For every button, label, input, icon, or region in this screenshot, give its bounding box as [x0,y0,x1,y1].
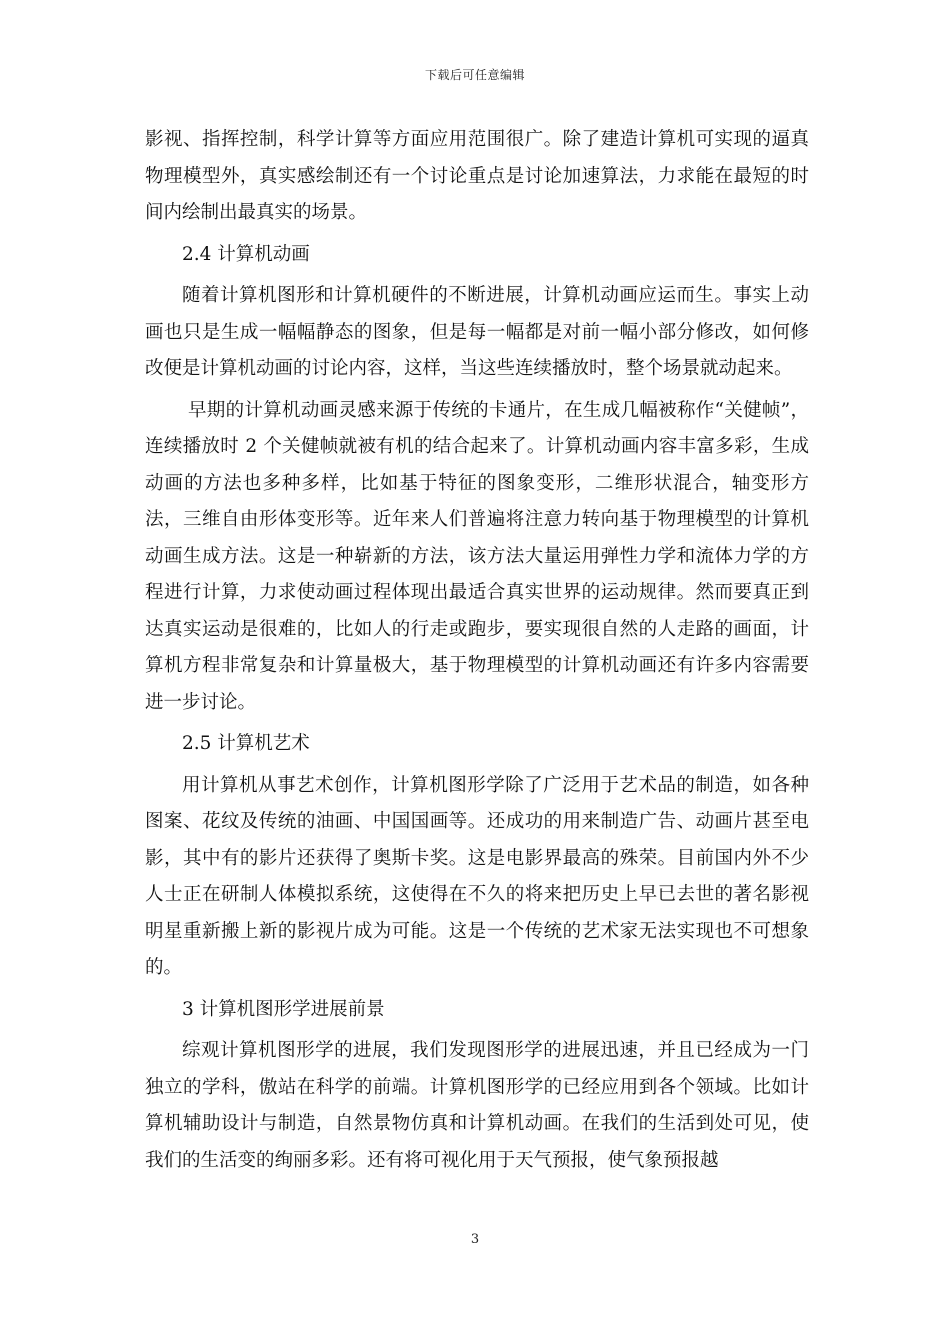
section-heading-2-5: 2.5 计算机艺术 [182,733,310,754]
page-number: 3 [470,1232,480,1247]
document-body [145,122,809,1184]
section-heading-3: 3 计算机图形学进展前景 [182,998,385,1020]
page-header: 下载后可任意编辑 [424,68,525,82]
section-heading-2-4: 2.4 计算机动画 [182,243,310,265]
paragraph-animation-intro: 随着计算机图形和计算机硬件的不断进展，计算机动画应运而生。事实上动画也只是生成一幅幅静态的图象，但是每一幅都是对前一幅小部分修改，如何修改便是计算机动画的讨论内容，这样，当这些连续播放时，整个场景就动起来。 [145,285,809,379]
paragraph-prospects: 综观计算机图形学的进展，我们发现图形学的进展迅速，并且已经成为一门独立的学科，傲站在科学的前端。计算机图形学的已经应用到各个领域。比如计算机辅助设计与制造，自然景物仿真和计算机动画。在我们的生活到处可见，使我们的生活变的绚丽多彩。还有将可视化用于天气预报，使气象预报越 [145,1040,809,1171]
paragraph-animation-history: 早期的计算机动画灵感来源于传统的卡通片，在生成几幅被称作“关健帧”，连续播放时 2 个关健帧就被有机的结合起来了。计算机动画内容丰富多彩，生成动画的方法也多种多样，比如基于特征的图象变形，二维形状混合，轴变形方法，三维自由形体变形等。近年来人们普遍将注意力转向基于物理模型的计算机动画生成方法。这是一种崭新的方法，该方法大量运用弹性力学和流体力学的方程进行计算，力求使动画过程体现出最适合真实世界的运动规律。然而要真正到达真实运动是很难的，比如人的行走或跑步，要实现很自然的人走路的画面，计算机方程非常复杂和计算量极大，基于物理模型的计算机动画还有许多内容需要进一步讨论。 [145,399,809,713]
paragraph-rendering-continued: 影视、指挥控制，科学计算等方面应用范围很广。除了建造计算机可实现的逼真物理模型外，真实感绘制还有一个讨论重点是讨论加速算法，力求能在最短的时间内绘制出最真实的场景。 [145,129,809,223]
paragraph-computer-art: 用计算机从事艺术创作，计算机图形学除了广泛用于艺术品的制造，如各种图案、花纹及传统的油画、中国国画等。还成功的用来制造广告、动画片甚至电影，其中有的影片还获得了奥斯卡奖。这是电影界最高的殊荣。目前国内外不少人士正在研制人体模拟系统，这使得在不久的将来把历史上早已去世的著名影视明星重新搬上新的影视片成为可能。这是一个传统的艺术家无法实现也不可想象的。 [145,774,809,978]
